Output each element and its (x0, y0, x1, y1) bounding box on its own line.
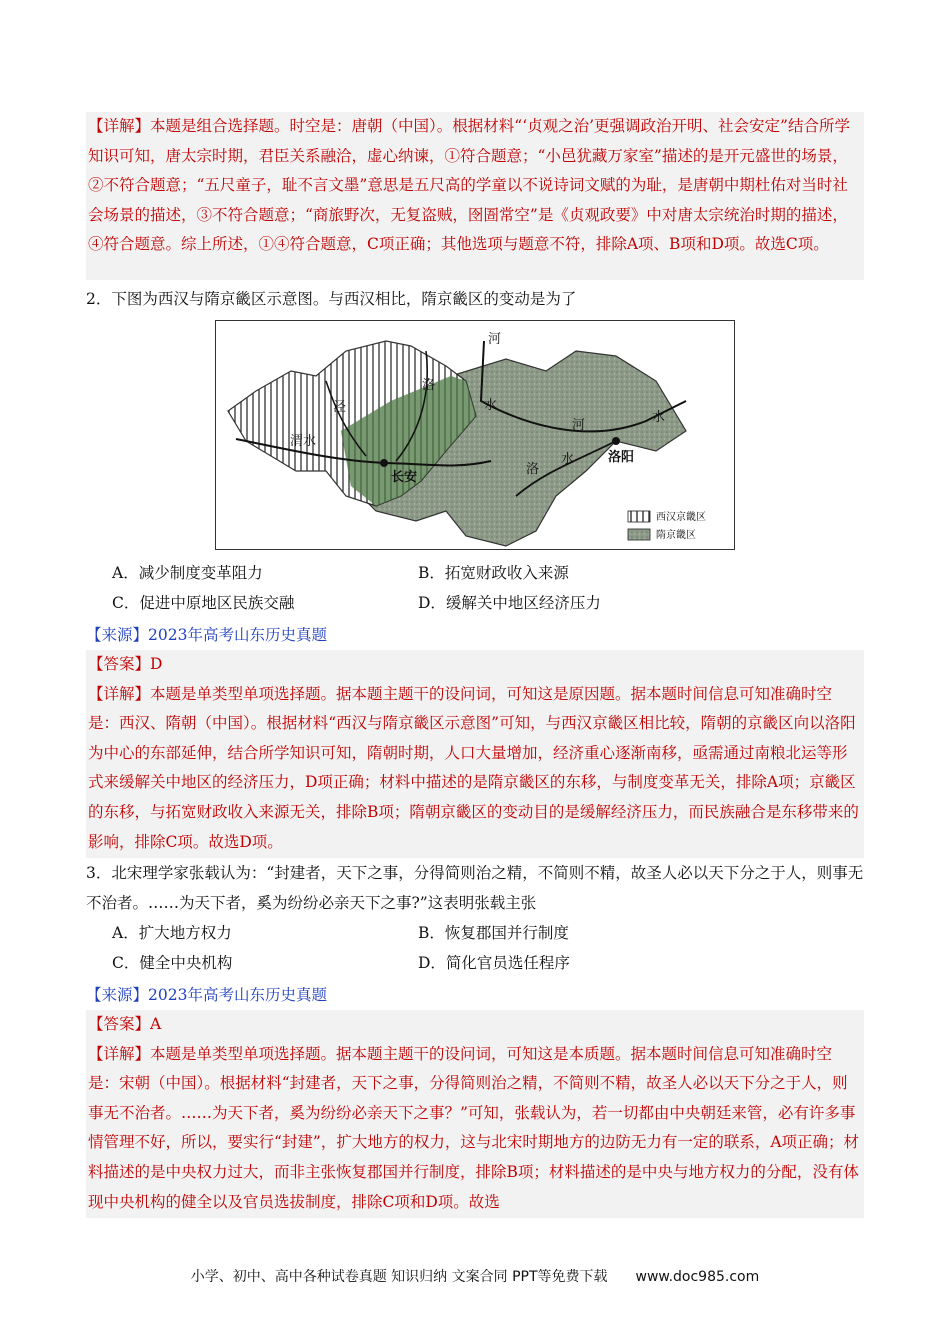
source-text: 2023年高考山东历史真题 (148, 986, 327, 1004)
label-he2: 河 (572, 418, 586, 433)
luoyang-marker (612, 437, 620, 445)
q2-option-c: C．促进中原地区民族交融 (112, 594, 295, 612)
detail-text: 本题是单类型单项选择题。据本题主题干的设问词，可知这是原因题。据本题时间信息可知准确时空是：西汉、隋朝（中国）。根据材料“西汉与隋京畿区示意图”可知，与西汉京畿区相比较，隋朝的京畿区向以洛阳为中心的东部延伸，结合所学知识可知，隋朝时期，人口大量增加，经济重心逐渐南移，亟需通过南粮北运等形式来缓解关中地区的经济压力，D项正确；材料中描述的是隋京畿区的东移，与制度变革无关，排除A项；京畿区的东移，与拓宽财政收入来源无关，排除B项；隋朝京畿区的变动目的是缓解经济压力，而民族融合是东移带来的影响，排除C项。故选D项。 (88, 684, 859, 851)
q3-stem: 3．北宋理学家张载认为：“封建者，天下之事，分得简则治之精，不简则不精，故圣人必以天下分之于人，则事无不治者。……为天下者，奚为纷纷必亲天下之事?”这表明张载主张 (86, 864, 864, 912)
q2-option-a: A．减少制度变革阻力 (112, 564, 263, 582)
q2-answer-block (86, 650, 864, 858)
label-shui2: 水 (652, 410, 666, 425)
q3-option-d: D．简化官员选任程序 (418, 954, 570, 972)
capital-region-map (215, 320, 735, 550)
detail-label: 【详解】 (88, 684, 151, 703)
detail-text: 本题是单类型单项选择题。据本题主题干的设问词，可知这是本质题。据本题时间信息可知准确时空是：宋朝（中国）。根据材料“封建者，天下之事，分得简则治之精，不简则不精，故圣人必以天下分之于人，则事无不治者。……为天下者，奚为纷纷必亲天下之事？”可知，张载认为，若一切都由中央朝廷来管，必有许多事情管理不好，所以，要实行“封建”，扩大地方的权力，这与北宋时期地方的边防无力有一定的联系，A项正确；材料描述的是中央权力过大，而非主张恢复郡国并行制度，排除B项；材料描述的是中央与地方权力的分配，没有体现中央机构的健全以及官员选拔制度，排除C项和D项。故选 (88, 1044, 860, 1211)
answer-value: A (150, 1015, 162, 1033)
page-footer: 小学、初中、高中各种试卷真题 知识归纳 文案合同 PPT等免费下载 www.doc985.com (190, 1269, 760, 1285)
q2-option-b: B．拓宽财政收入来源 (418, 564, 569, 582)
label-changan: 长安 (391, 470, 418, 485)
answer-label: 【答案】 (88, 1015, 151, 1033)
label-luo: 洛 (422, 378, 436, 393)
label-luoyang: 洛阳 (608, 450, 635, 465)
q3-answer-block (86, 1010, 864, 1218)
q1-detail-block (86, 112, 864, 280)
detail-label: 【详解】 (88, 117, 151, 135)
detail-text: 本题是组合选择题。时空是：唐朝（中国）。根据材料“‘贞观之治’更强调政治开明、社会安定”结合所学知识可知，唐太宗时期，君臣关系融洽，虚心纳谏，①符合题意；“小邑犹藏万家室”描述的是开元盛世的场景，②不符合题意；“五尺童子，耻不言文墨”意思是五尺高的学童以不说诗词文赋的为耻，是唐朝中期杜佑对当时社会场景的描述，③不符合题意；“商旅野次，无复盗贼，囹圄常空”是《贞观政要》中对唐太宗统治时期的描述，④符合题意。综上所述，①④符合题意，C项正确；其他选项与题意不符，排除A项、B项和D项。故选C项。 (88, 117, 850, 254)
label-he: 河 (488, 332, 502, 347)
source-label: 【来源】 (86, 986, 149, 1004)
q2-stem: 2．下图为西汉与隋京畿区示意图。与西汉相比，隋京畿区的变动是为了 (86, 290, 577, 308)
answer-label: 【答案】 (88, 655, 151, 673)
q3-option-a: A．扩大地方权力 (112, 924, 232, 942)
source-text: 2023年高考山东历史真题 (148, 626, 327, 644)
label-shui3: 水 (561, 452, 575, 467)
label-luo2: 洛 (526, 462, 540, 477)
map-svg (216, 321, 734, 549)
changan-marker (380, 459, 388, 467)
q3-option-b: B．恢复郡国并行制度 (418, 924, 569, 942)
q3-source (86, 980, 864, 1010)
answer-value: D (150, 655, 163, 673)
legend-western-han: 西汉京畿区 (656, 512, 706, 523)
q2-option-d: D．缓解关中地区经济压力 (418, 594, 601, 612)
legend-sui: 隋京畿区 (656, 530, 696, 541)
q3-option-c: C．健全中央机构 (112, 954, 233, 972)
detail-label: 【详解】 (88, 1044, 151, 1063)
map-legend (628, 510, 706, 541)
label-jing: 泾 (333, 400, 347, 415)
label-shui: 水 (484, 398, 498, 413)
source-label: 【来源】 (86, 626, 149, 644)
q2-source (86, 620, 864, 650)
label-wei: 渭水 (290, 434, 317, 449)
